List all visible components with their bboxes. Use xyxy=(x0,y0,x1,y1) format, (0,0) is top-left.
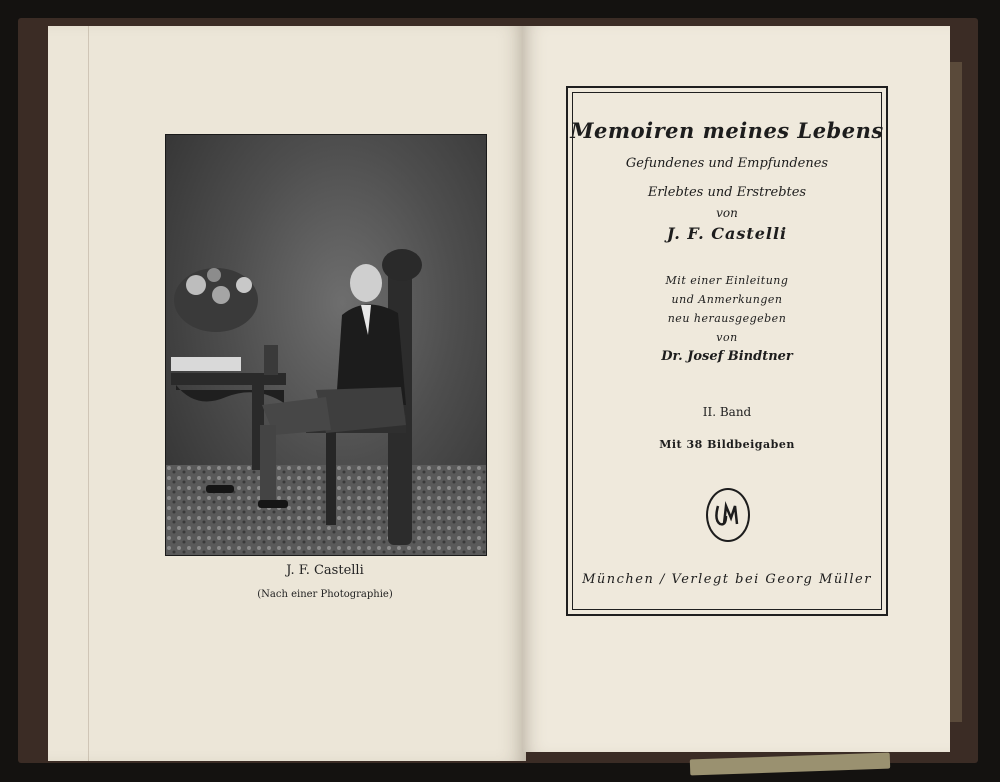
edition-line-1: Mit einer Einleitung xyxy=(665,274,789,287)
editor-name: Dr. Josef Bindtner xyxy=(661,349,793,364)
photo-caption-note: (Nach einer Photographie) xyxy=(257,589,393,600)
book-title: Memoiren meines Lebens xyxy=(570,118,884,143)
subtitle-line-1: Gefundenes und Empfundenes xyxy=(625,156,829,171)
subtitle-line-2: Erlebtes und Erstrebtes xyxy=(647,185,807,200)
edition-line-4: von xyxy=(716,331,738,344)
illustrations-note: Mit 38 Bildbeigaben xyxy=(659,438,795,451)
edition-line-2: und Anmerkungen xyxy=(671,293,783,306)
photo-caption-name: J. F. Castelli xyxy=(286,563,364,578)
publisher-monogram-logo xyxy=(706,488,750,542)
book-page-edges xyxy=(950,62,962,722)
by-word: von xyxy=(716,206,738,220)
edition-line-3: neu herausgegeben xyxy=(667,312,787,325)
volume-number: II. Band xyxy=(702,405,752,419)
title-page-frame xyxy=(566,86,888,616)
frontispiece-photograph xyxy=(165,134,487,556)
publisher-imprint: München / Verlegt bei Georg Müller xyxy=(582,572,872,587)
author-name: J. F. Castelli xyxy=(666,224,788,243)
